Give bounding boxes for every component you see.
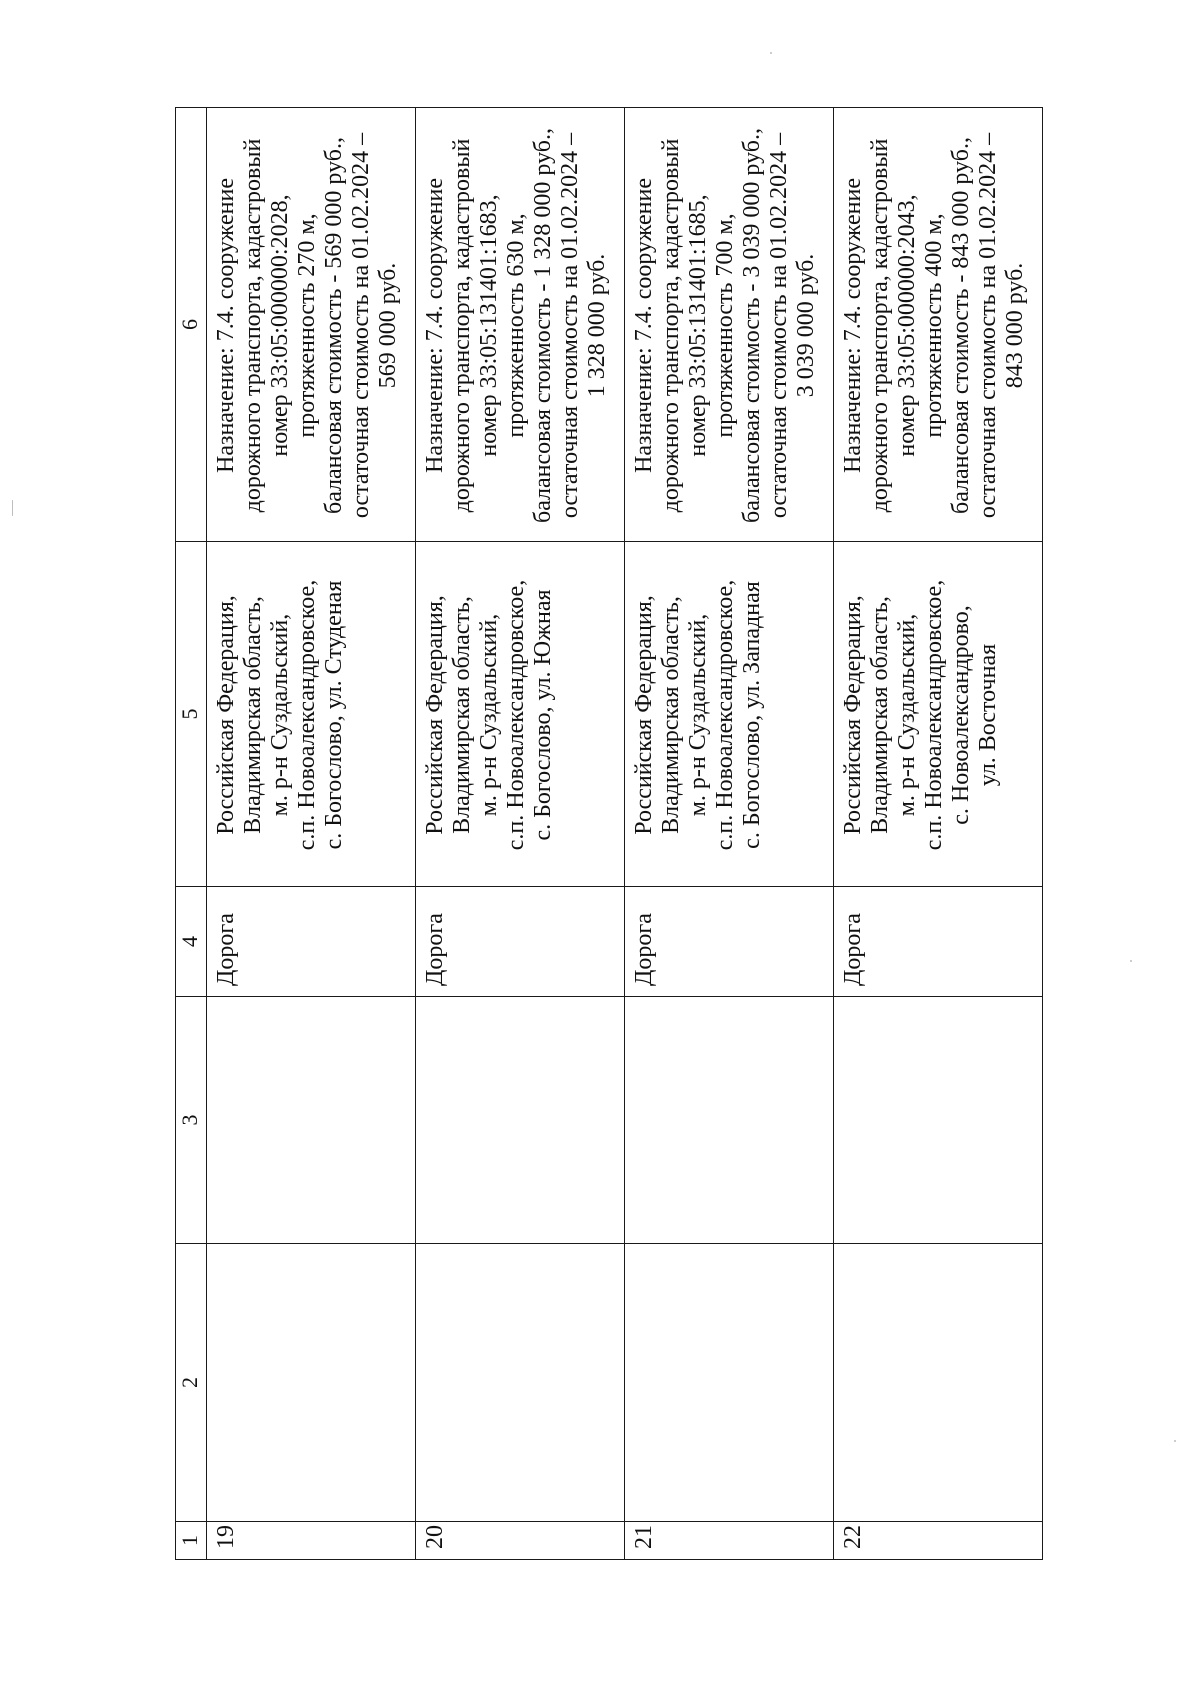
address-line: с. Богослово, ул. Студеная — [321, 580, 347, 850]
description-line: протяженность 400 м, — [921, 213, 947, 438]
address-line: Владимирская область, — [449, 596, 475, 834]
address-line: с.п. Новоалександровское, — [712, 579, 738, 851]
name-cell — [834, 1244, 1043, 1522]
description-line: остаточная стоимость на 01.02.2024 – — [766, 132, 792, 519]
column-header: 2 — [176, 1244, 207, 1522]
row-number: 22 — [834, 1522, 1043, 1560]
description-line: Назначение: 7.4. сооружение — [840, 178, 866, 474]
description-line: балансовая стоимость - 1 328 000 руб., — [530, 128, 556, 524]
header-row — [176, 108, 207, 1560]
table-row — [207, 108, 416, 1560]
description-line: остаточная стоимость на 01.02.2024 – — [348, 132, 374, 519]
name-cell — [207, 1244, 416, 1522]
description-line: дорожного транспорта, кадастровый — [658, 138, 684, 513]
address-line: Российская Федерация, — [840, 595, 866, 835]
description-line: дорожного транспорта, кадастровый — [449, 138, 475, 513]
address-line: Владимирская область, — [240, 596, 266, 834]
address-cell — [834, 542, 1043, 887]
object-type: Дорога — [207, 887, 416, 997]
address-line: Российская Федерация, — [631, 595, 657, 835]
scan-speck — [1174, 1440, 1176, 1442]
description-line: номер 33:05:000000:2028, — [267, 194, 293, 457]
address-line: с.п. Новоалександровское, — [294, 579, 320, 851]
address-line: Владимирская область, — [867, 596, 893, 834]
description-line: протяженность 700 м, — [712, 213, 738, 438]
address-line: ул. Восточная — [975, 643, 1001, 787]
description-line: номер 33:05:131401:1685, — [685, 194, 711, 457]
description-cell — [625, 108, 834, 542]
description-line: балансовая стоимость - 569 000 руб., — [321, 137, 347, 515]
address-line: м. р-н Суздальский, — [685, 613, 711, 817]
table-row — [625, 108, 834, 1560]
description-line: Назначение: 7.4. сооружение — [422, 178, 448, 474]
address-line: с.п. Новоалександровское, — [921, 579, 947, 851]
object-type: Дорога — [625, 887, 834, 997]
address-line: с. Новоалександрово, — [948, 605, 974, 825]
description-line: балансовая стоимость - 843 000 руб., — [948, 137, 974, 515]
address-line: м. р-н Суздальский, — [476, 613, 502, 817]
column-header: 4 — [176, 887, 207, 997]
scan-speck — [1130, 960, 1132, 962]
rotated-page — [175, 108, 1135, 1560]
table-row — [416, 108, 625, 1560]
address-line: м. р-н Суздальский, — [894, 613, 920, 817]
column-header: 1 — [176, 1522, 207, 1560]
scan-speck — [770, 52, 772, 54]
description-line: 843 000 руб. — [1002, 262, 1028, 389]
column-header: 5 — [176, 542, 207, 887]
address-line: м. р-н Суздальский, — [267, 613, 293, 817]
description-line: остаточная стоимость на 01.02.2024 – — [557, 132, 583, 519]
description-cell — [416, 108, 625, 542]
name-cell — [625, 1244, 834, 1522]
address-line: с.п. Новоалександровское, — [503, 579, 529, 851]
description-line: остаточная стоимость на 01.02.2024 – — [975, 132, 1001, 519]
description-line: дорожного транспорта, кадастровый — [240, 138, 266, 513]
description-line: протяженность 630 м, — [503, 213, 529, 438]
property-table — [175, 107, 1043, 1560]
object-type: Дорога — [834, 887, 1043, 997]
table-row — [834, 108, 1043, 1560]
description-line: Назначение: 7.4. сооружение — [213, 178, 239, 474]
description-line: 1 328 000 руб. — [584, 253, 610, 398]
description-line: дорожного транспорта, кадастровый — [867, 138, 893, 513]
description-line: 3 039 000 руб. — [793, 253, 819, 398]
scan-speck — [12, 500, 13, 516]
description-line: протяженность 270 м, — [294, 213, 320, 438]
row-number: 21 — [625, 1522, 834, 1560]
address-cell — [625, 542, 834, 887]
col3-cell — [625, 997, 834, 1244]
description-line: 569 000 руб. — [375, 262, 401, 389]
description-line: номер 33:05:000000:2043, — [894, 194, 920, 457]
address-line: Российская Федерация, — [422, 595, 448, 835]
address-cell — [416, 542, 625, 887]
address-line: Российская Федерация, — [213, 595, 239, 835]
description-cell — [834, 108, 1043, 542]
col3-cell — [207, 997, 416, 1244]
address-line: Владимирская область, — [658, 596, 684, 834]
col3-cell — [416, 997, 625, 1244]
description-line: Назначение: 7.4. сооружение — [631, 178, 657, 474]
address-cell — [207, 542, 416, 887]
name-cell — [416, 1244, 625, 1522]
column-header: 6 — [176, 108, 207, 542]
row-number: 19 — [207, 1522, 416, 1560]
column-header: 3 — [176, 997, 207, 1244]
object-type: Дорога — [416, 887, 625, 997]
description-line: балансовая стоимость - 3 039 000 руб., — [739, 128, 765, 524]
row-number: 20 — [416, 1522, 625, 1560]
description-cell — [207, 108, 416, 542]
address-line: с. Богослово, ул. Южная — [530, 589, 556, 841]
address-line: с. Богослово, ул. Западная — [739, 581, 765, 849]
col3-cell — [834, 997, 1043, 1244]
description-line: номер 33:05:131401:1683, — [476, 194, 502, 457]
